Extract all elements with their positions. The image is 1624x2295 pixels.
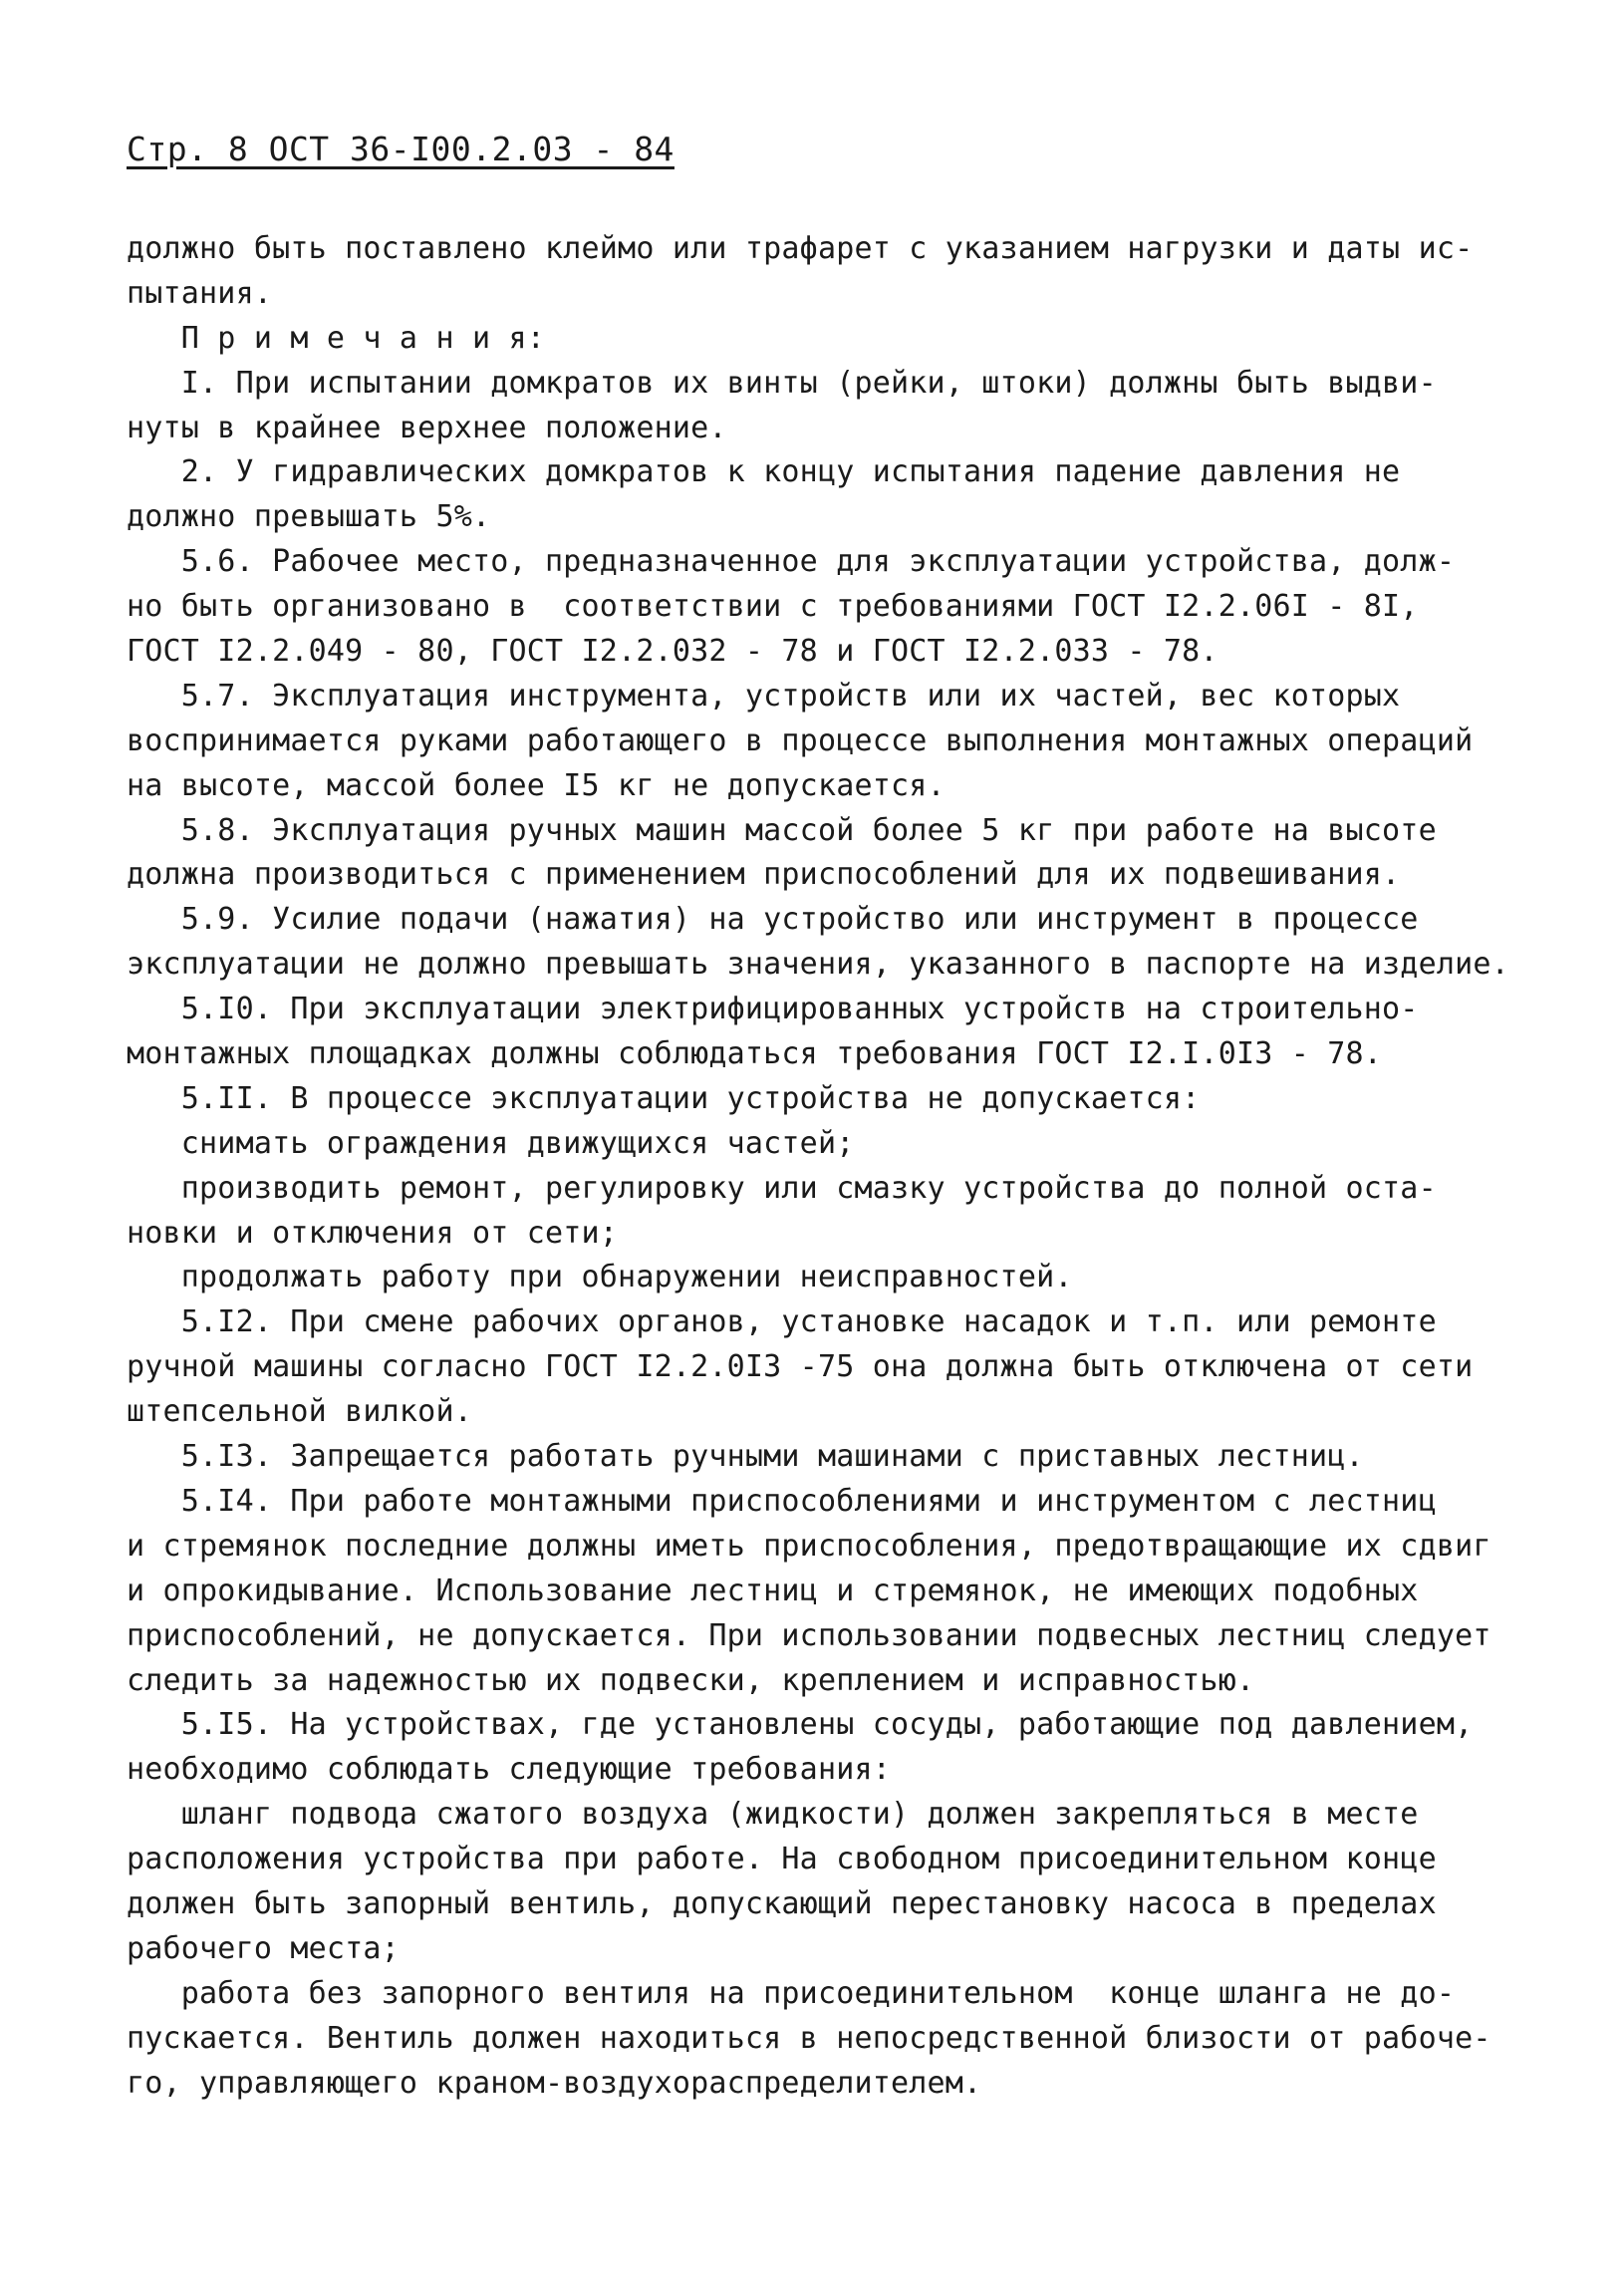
text-line: 5.ІІ. В процессе эксплуатации устройства не допускается: bbox=[127, 1080, 1201, 1116]
text-line: 5.І3. Запрещается работать ручными машинами с приставных лестниц. bbox=[127, 1439, 1364, 1475]
text-line: должен быть запорный вентиль, допускающий перестановку насоса в пределах bbox=[127, 1885, 1437, 1921]
text-line: І. При испытании домкратов их винты (рейки, штоки) должны быть выдви- bbox=[127, 365, 1437, 401]
text-line: но быть организовано в соответствии с требованиями ГОСТ І2.2.06І - 8І, bbox=[127, 589, 1419, 625]
text-line: приспособлений, не допускается. При использовании подвесных лестниц следует bbox=[127, 1617, 1491, 1653]
text-line: 5.7. Эксплуатация инструмента, устройств или их частей, вес которых bbox=[127, 678, 1401, 714]
text-line: 5.І0. При эксплуатации электрифицированных устройств на строительно- bbox=[127, 992, 1419, 1027]
text-line: должно быть поставлено клеймо или трафарет с указанием нагрузки и даты ис- bbox=[127, 231, 1474, 266]
text-line: продолжать работу при обнаружении неисправностей. bbox=[127, 1260, 1073, 1295]
text-line: расположения устройства при работе. На свободном присоединительном конце bbox=[127, 1842, 1437, 1877]
text-line: ГОСТ І2.2.049 - 80, ГОСТ І2.2.032 - 78 и ГОСТ І2.2.033 - 78. bbox=[127, 634, 1218, 670]
text-line: и стремянок последние должны иметь приспособления, предотвращающие их сдвиг bbox=[127, 1528, 1491, 1564]
text-line: 5.8. Эксплуатация ручных машин массой более 5 кг при работе на высоте bbox=[127, 812, 1437, 848]
text-line: работа без запорного вентиля на присоединительном конце шланга не до- bbox=[127, 1975, 1456, 2011]
text-line: 5.І2. При смене рабочих органов, установке насадок и т.п. или ремонте bbox=[127, 1304, 1437, 1340]
page-header: Стр. 8 ОСТ 36-І00.2.03 - 84 bbox=[127, 130, 675, 168]
document-body bbox=[127, 227, 1541, 2106]
text-line: 5.І5. На устройствах, где установлены сосуды, работающие под давлением, bbox=[127, 1707, 1474, 1743]
text-line: необходимо соблюдать следующие требования: bbox=[127, 1752, 891, 1788]
text-line: го, управляющего краном-воздухораспределителем. bbox=[127, 2065, 982, 2101]
text-line: производить ремонт, регулировку или смазку устройства до полной оста- bbox=[127, 1170, 1437, 1206]
text-line: 5.6. Рабочее место, предназначенное для эксплуатации устройства, долж- bbox=[127, 544, 1456, 580]
text-line: ручной машины согласно ГОСТ І2.2.0І3 -75 она должна быть отключена от сети bbox=[127, 1349, 1474, 1385]
text-line: должно превышать 5%. bbox=[127, 499, 491, 535]
text-line: монтажных площадках должны соблюдаться требования ГОСТ І2.І.0І3 - 78. bbox=[127, 1036, 1383, 1072]
text-line: пускается. Вентиль должен находиться в непосредственной близости от рабоче- bbox=[127, 2020, 1491, 2056]
text-line: снимать ограждения движущихся частей; bbox=[127, 1125, 855, 1161]
text-line: шланг подвода сжатого воздуха (жидкости) должен закрепляться в месте bbox=[127, 1797, 1419, 1833]
text-line: новки и отключения от сети; bbox=[127, 1215, 619, 1251]
text-line: на высоте, массой более І5 кг не допускается. bbox=[127, 767, 946, 803]
text-line: 2. У гидравлических домкратов к концу испытания падение давления не bbox=[127, 454, 1401, 490]
text-line: 5.9. Усилие подачи (нажатия) на устройство или инструмент в процессе bbox=[127, 902, 1419, 938]
text-line: штепсельной вилкой. bbox=[127, 1394, 472, 1430]
text-line: эксплуатации не должно превышать значения, указанного в паспорте на изделие. bbox=[127, 947, 1509, 983]
text-line: рабочего места; bbox=[127, 1930, 400, 1966]
text-line: следить за надежностью их подвески, креплением и исправностью. bbox=[127, 1662, 1255, 1698]
text-line: должна производиться с применением приспособлений для их подвешивания. bbox=[127, 857, 1401, 893]
text-line: пытания. bbox=[127, 275, 273, 311]
text-line: и опрокидывание. Использование лестниц и стремянок, не имеющих подобных bbox=[127, 1573, 1419, 1608]
text-line: П р и м е ч а н и я: bbox=[127, 320, 546, 356]
text-line: 5.І4. При работе монтажными приспособлениями и инструментом с лестниц bbox=[127, 1483, 1437, 1519]
text-line: воспринимается руками работающего в процессе выполнения монтажных операций bbox=[127, 722, 1474, 758]
text-line: нуты в крайнее верхнее положение. bbox=[127, 410, 727, 445]
